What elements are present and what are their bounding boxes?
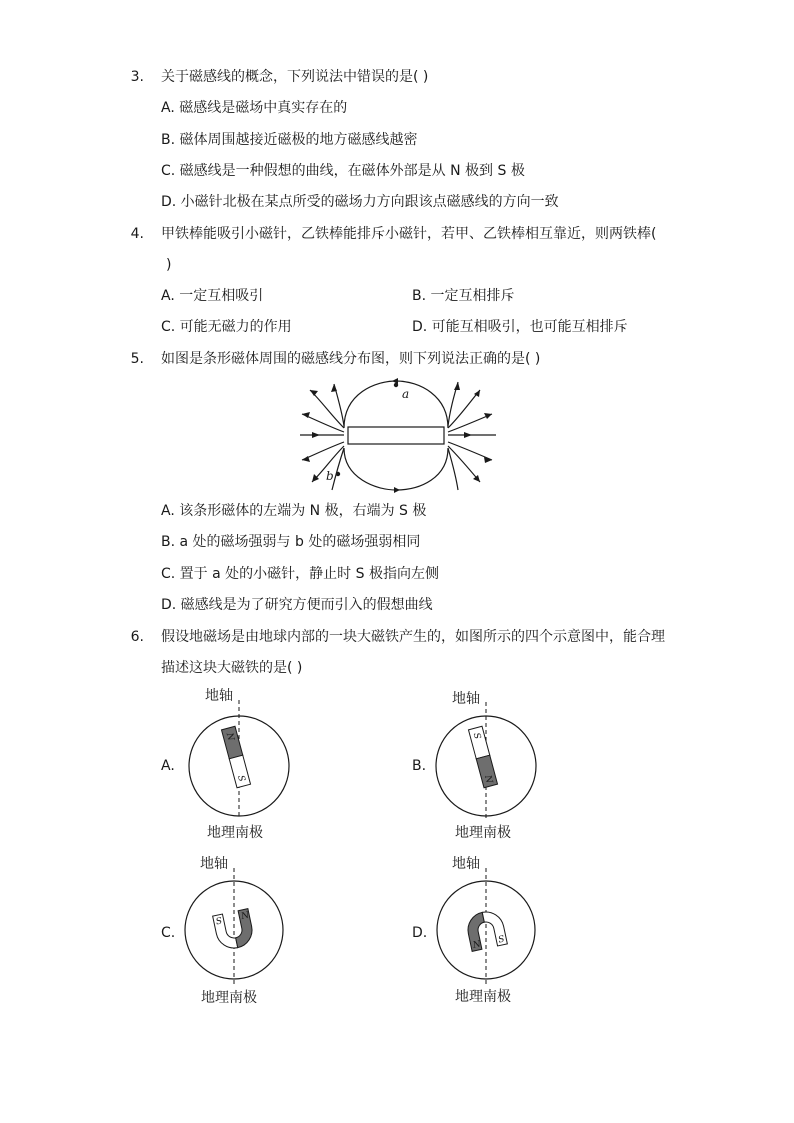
question-number: 5.: [130, 351, 144, 367]
question-number: 3.: [130, 69, 144, 85]
earth-circle: [185, 881, 283, 979]
option-c[interactable]: C. 置于 a 处的小磁针，静止时 S 极指向左侧: [161, 566, 439, 582]
axis-label: 地轴: [200, 856, 228, 872]
earth-diagram: [432, 868, 542, 984]
option-d[interactable]: D. 可能互相吸引，也可能互相排斥: [412, 319, 628, 335]
pole-label: 地理南极: [455, 825, 511, 841]
earth-diagram: [432, 702, 542, 818]
option-b[interactable]: B. 磁体周围越接近磁极的地方磁感线越密: [161, 132, 418, 148]
north-pole-label: N: [240, 910, 251, 923]
option-d[interactable]: D. 磁感线是为了研究方便而引入的假想曲线: [161, 597, 433, 613]
pole-label: 地理南极: [207, 825, 263, 841]
question-stem: 关于磁感线的概念，下列说法中错误的是( ): [161, 69, 429, 85]
question-stem-continued: ): [166, 257, 172, 273]
question-stem: 假设地磁场是由地球内部的一块大磁铁产生的，如图所示的四个示意图中，能合理: [161, 629, 665, 645]
option-letter: D.: [412, 925, 428, 941]
pole-label: 地理南极: [201, 990, 257, 1006]
axis-label: 地轴: [452, 856, 480, 872]
option-c[interactable]: C. 可能无磁力的作用: [161, 319, 292, 335]
question-stem: 甲铁棒能吸引小磁针，乙铁棒能排斥小磁针，若甲、乙铁棒相互靠近，则两铁棒(: [161, 226, 657, 242]
north-pole-label: N: [472, 939, 482, 951]
axis-label: 地轴: [452, 691, 480, 707]
question-stem-continued: 描述这块大磁铁的是( ): [161, 660, 303, 676]
earth-diagram: [180, 868, 290, 984]
north-pole-label: N: [223, 731, 236, 743]
option-letter: A.: [161, 758, 175, 774]
bar-magnet: [468, 726, 497, 788]
option-d[interactable]: D. 小磁针北极在某点所受的磁场力方向跟该点磁感线的方向一致: [161, 194, 559, 210]
south-pole-label: S: [470, 731, 482, 741]
option-b[interactable]: B. a 处的磁场强弱与 b 处的磁场强弱相同: [161, 534, 421, 550]
option-a[interactable]: A. 一定互相吸引: [161, 288, 264, 304]
option-c[interactable]: C. 磁感线是一种假想的曲线，在磁体外部是从 N 极到 S 极: [161, 163, 525, 179]
earth-diagram: [185, 700, 295, 818]
axis-label: 地轴: [205, 688, 233, 704]
bar-magnet-field-figure: [298, 378, 498, 496]
option-letter: B.: [412, 758, 427, 774]
question-number: 4.: [130, 226, 144, 242]
point-b-label: b: [326, 469, 334, 483]
earth-circle: [437, 881, 535, 979]
bar-magnet: [348, 427, 444, 444]
pole-label: 地理南极: [455, 989, 511, 1005]
question-stem: 如图是条形磁体周围的磁感线分布图，则下列说法正确的是( ): [161, 351, 541, 367]
point-a-label: a: [402, 387, 410, 401]
horseshoe-magnet: [465, 909, 508, 952]
option-a[interactable]: A. 该条形磁体的左端为 N 极，右端为 S 极: [161, 503, 427, 519]
south-pole-label: S: [215, 916, 224, 928]
bar-magnet: [221, 726, 250, 788]
south-pole-label: S: [235, 774, 247, 783]
south-pole-label: S: [497, 934, 506, 946]
option-a[interactable]: A. 磁感线是磁场中真实存在的: [161, 100, 348, 116]
option-letter: C.: [161, 925, 176, 941]
horseshoe-magnet: [213, 908, 257, 951]
option-b[interactable]: B. 一定互相排斥: [412, 288, 515, 304]
question-number: 6.: [130, 629, 144, 645]
north-pole-label: N: [482, 774, 494, 785]
